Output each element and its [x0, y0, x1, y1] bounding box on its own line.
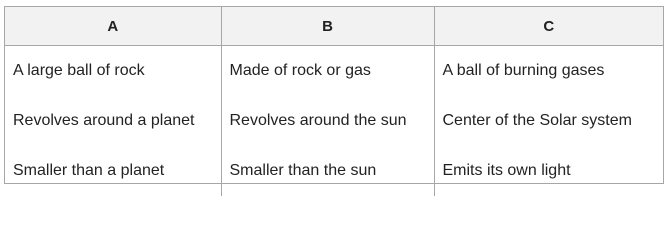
- column-c-line-2: Center of the Solar system: [442, 112, 632, 129]
- column-c-cell: [434, 46, 663, 197]
- column-a-line-2: Revolves around a planet: [13, 112, 195, 129]
- column-header-a: A: [5, 7, 221, 46]
- column-a-line-1: A large ball of rock: [13, 62, 145, 79]
- column-a-cell: [5, 46, 221, 197]
- column-c-line-3: Emits its own light: [442, 162, 571, 179]
- table: [5, 7, 663, 196]
- column-header-b: B: [221, 7, 434, 46]
- column-b-line-1: Made of rock or gas: [229, 62, 371, 79]
- header-row: [5, 7, 663, 46]
- column-b-line-2: Revolves around the sun: [229, 112, 407, 129]
- column-b-cell: [221, 46, 434, 197]
- column-a-line-3: Smaller than a planet: [13, 162, 165, 179]
- comparison-table: [4, 6, 664, 184]
- column-header-c: C: [434, 7, 663, 46]
- table-row: [5, 46, 663, 197]
- column-c-line-1: A ball of burning gases: [442, 62, 605, 79]
- column-b-line-3: Smaller than the sun: [229, 162, 377, 179]
